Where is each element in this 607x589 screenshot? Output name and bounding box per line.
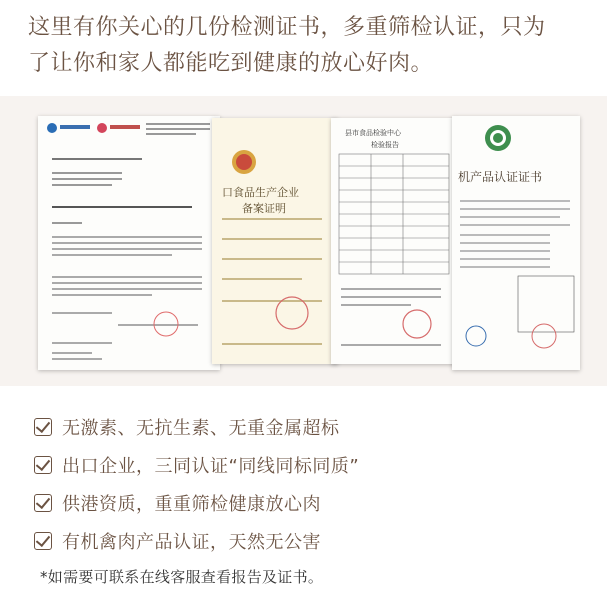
headline-line-2: 了让你和家人都能吃到健康的放心好肉。: [28, 51, 434, 76]
filing-illustration: [212, 118, 338, 364]
feature-item: [34, 412, 340, 442]
feature-text: 出口企业，三同认证“同线同标同质”: [62, 456, 360, 477]
organic-title: 机产品认证证书: [458, 170, 543, 184]
organic-illustration: [452, 116, 580, 370]
feature-text: 供港资质，重重筛检健康放心肉: [62, 494, 321, 515]
checkbox-icon: [34, 532, 52, 550]
headline: [28, 10, 588, 82]
feature-item: [34, 450, 359, 480]
headline-line-1: 这里有你关心的几份检测证书，多重筛检认证，只为: [28, 15, 546, 40]
filing-title-1: 口食品生产企业: [222, 186, 299, 199]
report-header: 县市食品检验中心: [345, 129, 401, 137]
checkbox-icon: [34, 494, 52, 512]
letter-illustration: [38, 116, 220, 370]
report-table: [331, 118, 457, 364]
contact-note: *如需要可联系在线客服查看报告及证书。: [40, 568, 324, 586]
checkbox-icon: [34, 456, 52, 474]
feature-text: 有机禽肉产品认证，天然无公害: [62, 532, 321, 553]
filing-title-2: 备案证明: [242, 202, 286, 215]
certificate-filing: [212, 118, 338, 364]
report-sub: 检验报告: [371, 141, 399, 149]
checkbox-icon: [34, 418, 52, 436]
feature-text: 无激素、无抗生素、无重金属超标: [62, 418, 340, 439]
feature-item: [34, 488, 321, 518]
feature-item: [34, 526, 321, 556]
certificate-organic: [452, 116, 580, 370]
certificate-inspection-report: [331, 118, 457, 364]
certificate-letter: [38, 116, 220, 370]
